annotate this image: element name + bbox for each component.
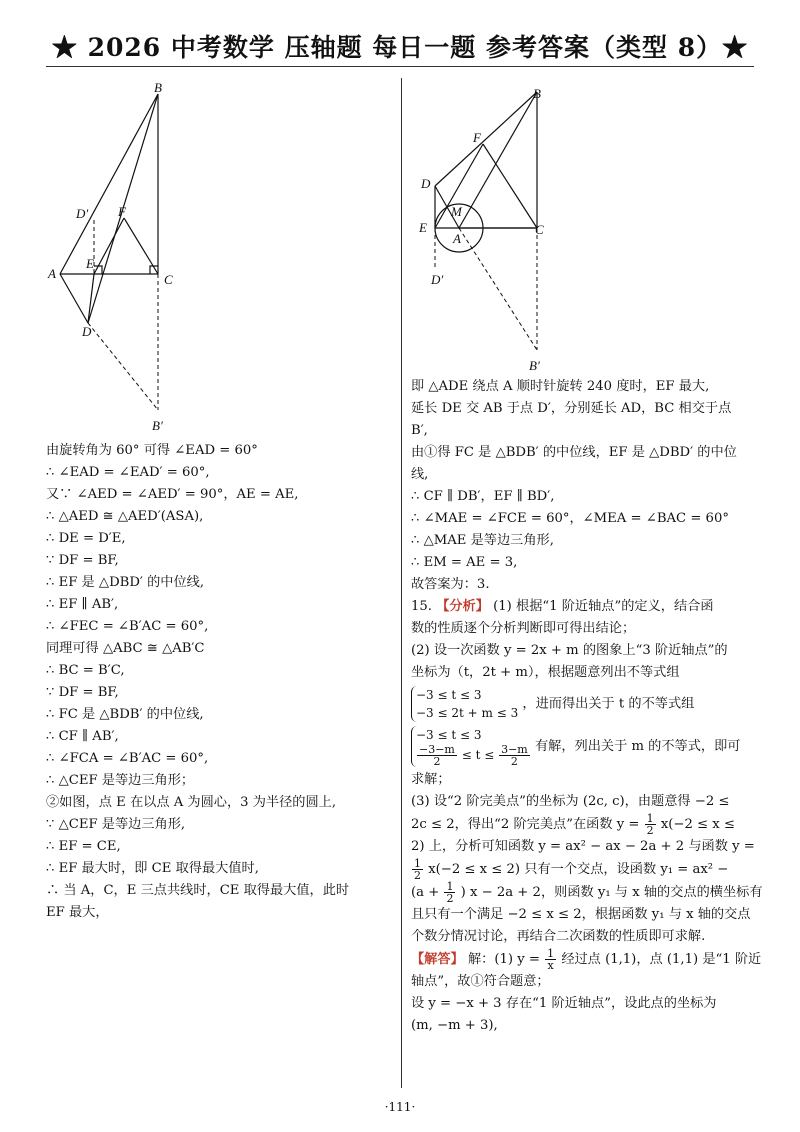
header-rule (46, 66, 754, 67)
text-line: (m, −m + 3), (411, 1018, 498, 1033)
inequality-row: −3 ≤ t ≤ 3 (416, 688, 482, 702)
solution-heading-line: 【解答】 解：(1) y = $\frac{1}{x}$ 经过点 (1,1)，点 (1,1) 是“1 阶近 (411, 947, 762, 972)
text-line: 故答案为：3. (411, 577, 490, 592)
label-B: B (533, 86, 541, 101)
label-C: C (164, 272, 173, 287)
segment-FC (483, 144, 537, 228)
inequality-brace (411, 686, 518, 722)
text-line: 数的性质逐个分析判断即可得出结论； (411, 621, 636, 636)
text-line: ∴ EF 是 △DBD′ 的中位线, (46, 575, 205, 590)
text-line: ∴ △CEF 是等边三角形； (46, 773, 195, 788)
inequality-row: −3 ≤ 2t + m ≤ 3 (416, 706, 519, 720)
inequality-brace (411, 726, 531, 767)
label-D-prime: D′ (431, 272, 444, 287)
label-B: B (154, 80, 162, 95)
text-line: ②如图，点 E 在以点 A 为圆心，3 为半径的圆上, (46, 795, 337, 810)
inequality-system-line-2 (411, 724, 755, 769)
text-line: 且只有一个满足 −2 ≤ x ≤ 2，根据函数 y₁ 与 x 轴的交点 (411, 907, 751, 922)
analysis-heading-line (411, 596, 755, 618)
text-line: 线, (411, 467, 429, 482)
text-line: ∵ DF = BF, (46, 553, 119, 568)
text-line: ∴ △AED ≅ △AED′(ASA), (46, 509, 204, 524)
segment-DE (88, 274, 94, 323)
text-line: ∴ △MAE 是等边三角形, (411, 533, 554, 548)
text-line: 轴点”，故①符合题意； (411, 974, 550, 989)
label-E: E (86, 256, 94, 271)
segment-AD (60, 274, 88, 323)
text-line: 即 △ADE 绕点 A 顺时针旋转 240 度时，EF 最大, (411, 379, 710, 394)
analysis-tag: 【分析】 (436, 599, 489, 614)
text-line: ∴ CF ∥ DB′，EF ∥ BD′, (411, 489, 555, 504)
text-span: (1) 根据“1 阶近轴点”的定义，结合函 (493, 599, 714, 614)
label-A: A (453, 231, 461, 246)
text-line: (3) 设“2 阶完美点”的坐标为 (2c, c)，由题意得 −2 ≤ (411, 794, 730, 809)
left-solution-column (46, 440, 392, 924)
text-line: 求解； (411, 772, 451, 787)
fraction: $\frac{1}{x}$ (547, 947, 555, 972)
text-line: ∴ DE = D′E, (46, 531, 126, 546)
text-line: ∴ EF ∥ AB′, (46, 597, 119, 612)
fraction: $\frac{3-m}{2}$ (501, 743, 528, 768)
text-line: ∴ EF 最大时，即 CE 取得最大值时, (46, 861, 259, 876)
inequality-system-line-1 (411, 684, 755, 724)
text-line: 坐标为（t，2t + m），根据题意列出不等式组 (411, 665, 680, 680)
text-line: ∴ ∠FCA = ∠B′AC = 60°, (46, 751, 209, 766)
text-line: 同理可得 △ABC ≅ △AB′C (46, 641, 205, 656)
right-solution-column (411, 376, 763, 1037)
label-C: C (535, 222, 544, 237)
text-line: ∴ EF = CE, (46, 839, 121, 854)
text-line: 2) 上，分析可知函数 y = ax² − ax − 2a + 2 与函数 y = (411, 839, 755, 854)
text-line: ∴ 当 A，C，E 三点共线时，CE 取得最大值，此时 (46, 883, 350, 898)
text-line: ∴ BC = B′C, (46, 663, 125, 678)
text-line: EF 最大， (46, 905, 109, 920)
text-line: ∴ EM = AE = 3, (411, 555, 518, 570)
text-line: $\frac{1}{2}$ x(−2 ≤ x ≤ 2) 只有一个交点，设函数 y₁ = ax² − (414, 857, 729, 882)
label-M: M (451, 204, 462, 219)
label-A: A (48, 266, 56, 281)
fraction: $\frac{-3-m}{2}$ (419, 743, 455, 768)
text-line: (2) 设一次函数 y = 2x + m 的图象上“3 阶近轴点”的 (411, 643, 728, 658)
right-geometry-figure (411, 80, 581, 376)
dashed-AB' (459, 228, 537, 350)
text-line: 2c ≤ 2，得出“2 阶完美点”在函数 y = $\frac{1}{2}$ x(−2 ≤ x ≤ (411, 812, 735, 837)
text-line: (a + $\frac{1}{2}$ ) x − 2a + 2，则函数 y₁ 与 x 轴的交点的横坐标有 (411, 880, 763, 905)
text-line: 个数分情况讨论，再结合二次函数的性质即可求解. (411, 929, 706, 944)
label-E: E (419, 220, 427, 235)
text-line: ∴ ∠EAD = ∠EAD′ = 60°, (46, 465, 210, 480)
fraction: $\frac{1}{2}$ (646, 812, 654, 837)
inequality-row: −3 ≤ t ≤ 3 (416, 728, 482, 742)
text-line: 延长 DE 交 AB 于点 D′，分别延长 AD，BC 相交于点 (411, 401, 732, 416)
text-line: 由①得 FC 是 △BDB′ 的中位线，EF 是 △DBD′ 的中位 (411, 445, 737, 460)
text-line: ∴ ∠MAE = ∠FCE = 60°，∠MEA = ∠BAC = 60° (411, 511, 729, 526)
text-line: ∵ △CEF 是等边三角形, (46, 817, 186, 832)
label-B-prime: B′ (529, 358, 540, 373)
label-F: F (473, 130, 481, 145)
problem-number: 15. (411, 599, 432, 614)
label-D: D (82, 324, 92, 339)
text-line: ∴ FC 是 △BDB′ 的中位线, (46, 707, 204, 722)
dashed-DB' (88, 323, 158, 410)
text-line: 由旋转角为 60° 可得 ∠EAD = 60° (46, 443, 258, 458)
text-line: 又∵ ∠AED = ∠AED′ = 90°，AE = AE, (46, 487, 299, 502)
page-header: ★ 2026 中考数学 压轴题 每日一题 参考答案（类型 8）★ (51, 33, 749, 62)
fraction: $\frac{1}{2}$ (414, 857, 421, 882)
text-line: ∴ ∠FEC = ∠B′AC = 60°, (46, 619, 209, 634)
column-divider (401, 78, 402, 1088)
label-D-prime: D′ (76, 206, 89, 221)
text-span: 有解，列出关于 m 的不等式，即可 (534, 739, 741, 754)
solution-tag: 【解答】 (411, 952, 464, 967)
page-number: ·111· (384, 1100, 416, 1114)
left-geometry-figure (46, 80, 216, 440)
label-F: F (118, 204, 126, 219)
inequality-row: $\frac{-3-m}{2}$ ≤ t ≤ $\frac{3-m}{2}$ (419, 743, 528, 768)
text-line: B′, (411, 423, 428, 438)
text-line: ∴ CF ∥ AB′, (46, 729, 119, 744)
text-line: 设 y = −x + 3 存在“1 阶近轴点”，设此点的坐标为 (411, 996, 717, 1011)
label-B-prime: B′ (152, 418, 163, 433)
text-line: ∵ DF = BF, (46, 685, 119, 700)
fraction: $\frac{1}{2}$ (446, 880, 454, 905)
label-D: D (421, 176, 431, 191)
text-span: ，进而得出关于 t 的不等式组 (522, 696, 695, 712)
segment-DB (435, 92, 537, 186)
